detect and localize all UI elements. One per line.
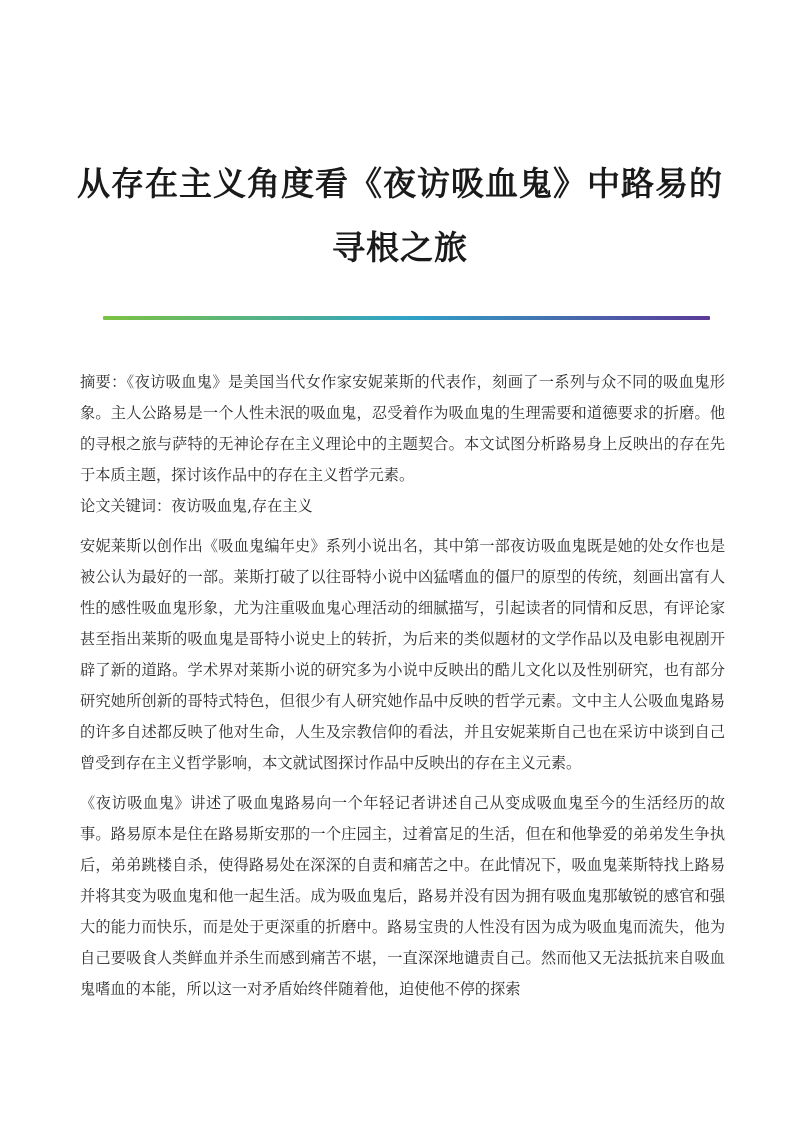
title-line-2: 寻根之旅: [332, 228, 468, 267]
document-body: [80, 367, 725, 1005]
body-paragraph-2: 《夜访吸血鬼》讲述了吸血鬼路易向一个年轻记者讲述自己从变成吸血鬼至今的生活经历的故事。路易原本是住在路易斯安那的一个庄园主，过着富足的生活，但在和他挚爱的弟弟发生争执后，弟弟跳楼自杀，使得路易处在深深的自责和痛苦之中。在此情况下，吸血鬼莱斯特找上路易并将其变为吸血鬼和他一起生活。成为吸血鬼后，路易并没有因为拥有吸血鬼那敏锐的感官和强大的能力而快乐，而是处于更深重的折磨中。路易宝贵的人性没有因为成为吸血鬼而流失，他为自己要吸食人类鲜血并杀生而感到痛苦不堪，一直深深地谴责自己。然而他又无法抵抗来自吸血鬼嗜血的本能，所以这一对矛盾始终伴随着他，迫使他不停的探索: [80, 794, 725, 998]
keywords-line: 论文关键词：夜访吸血鬼,存在主义: [80, 497, 313, 515]
page-title: [60, 152, 740, 280]
title-divider: [103, 316, 710, 320]
abstract-paragraph: 摘要：《夜访吸血鬼》是美国当代女作家安妮莱斯的代表作，刻画了一系列与众不同的吸血鬼形象。主人公路易是一个人性未泯的吸血鬼，忍受着作为吸血鬼的生理需要和道德要求的折磨。他的寻根之旅与萨特的无神论存在主义理论中的主题契合。本文试图分析路易身上反映出的存在先于本质主题，探讨该作品中的存在主义哲学元素。: [80, 373, 725, 484]
body-paragraph-1: 安妮莱斯以创作出《吸血鬼编年史》系列小说出名，其中第一部夜访吸血鬼既是她的处女作也是被公认为最好的一部。莱斯打破了以往哥特小说中凶猛嗜血的僵尸的原型的传统，刻画出富有人性的感性吸血鬼形象，尤为注重吸血鬼心理活动的细腻描写，引起读者的同情和反思，有评论家甚至指出莱斯的吸血鬼是哥特小说史上的转折，为后来的类似题材的文学作品以及电影电视剧开辟了新的道路。学术界对莱斯小说的研究多为小说中反映出的酷儿文化以及性别研究，也有部分研究她所创新的哥特式特色，但很少有人研究她作品中反映的哲学元素。文中主人公吸血鬼路易的许多自述都反映了他对生命，人生及宗教信仰的看法，并且安妮莱斯自己也在采访中谈到自己曾受到存在主义哲学影响，本文就试图探讨作品中反映出的存在主义元素。: [80, 537, 725, 772]
title-line-1: 从存在主义角度看《夜访吸血鬼》中路易的: [77, 164, 723, 203]
